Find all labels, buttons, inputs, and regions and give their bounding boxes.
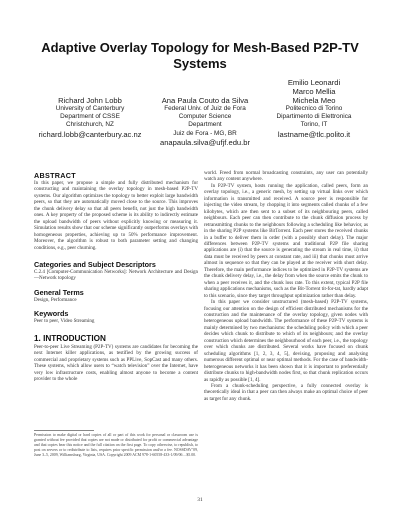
copyright-footnote: Permission to make digital or hard copies of all or part of this work for personal or classroom use is granted without fee provided that copies are not made or distributed for profit or commercial advantage and that copies bear this notice and the full citation on the first page. To copy otherwise, to republish, to post on servers or to redistribute to lists, requires prior specific permission and/or a fee. NOSSDAV’09, June 3–5, 2009, Williamsburg, Virginia, USA. Copyright 2009 ACM 978-1-60558-433-1/09/06 ...$5.00.: [34, 433, 198, 458]
author-block-1: [30, 96, 150, 139]
abstract-text: In this paper, we propose a simple and fully distributed mechanism for constructing and maintaining the overlay topology in mesh-based P2P-TV systems. Our algorithm optimizes the topology to better exploit large bandwidth peers, so that they are automatically moved close to the source. This improves the chunk delivery delay so that all peers benefit, not just the high bandwidth ones. A key property of the proposed scheme is its ability to indirectly estimate the upload bandwidth of peers without explicitly knowing or measuring it. Simulation results show that our scheme significantly outperforms overlays with homogeneous properties, achieving up to 50% performance improvement. Moreover, the algorithm is robust to both parameter setting and changing conditions, e.g., peer churning.: [34, 180, 198, 251]
paper-title: [30, 40, 370, 72]
author-name: Michela Meo: [292, 96, 336, 105]
author-name: Ana Paula Couto da Silva: [161, 96, 249, 105]
author-name: Emilio Leonardi: [287, 78, 341, 87]
introduction-text: Peer-to-peer Live Streaming (P2P-TV) systems are candidates for becoming the next Internet killer applications, as testified by the growing success of commercial and proprietary systems such as PPLive, SopCast and many others. These systems, which allow users to “watch television” over the Internet, have very low infrastructure costs, enabling almost anyone to become a content provider to the whole: [34, 343, 198, 383]
page-number: 31: [197, 497, 203, 503]
author-block-2: [150, 96, 260, 147]
author-block-3: [258, 78, 370, 139]
author-affiliation: Department of CSSE: [60, 113, 120, 121]
author-affiliation: University of Canterbury: [55, 105, 125, 112]
left-column: [34, 171, 198, 383]
title-line-1: Adaptive Overlay Topology for Mesh-Based P2P-TV: [41, 40, 359, 55]
categories-text: C.2.4 [Computer-Communication Networks]: Network Architecture and Design—Network topology: [34, 268, 198, 282]
introduction-heading: 1. INTRODUCTION: [34, 333, 106, 343]
author-affiliation: Torino, IT: [300, 121, 328, 129]
author-email: anapaula.silva@ufjf.edu.br: [159, 137, 251, 147]
author-affiliation: Department: [188, 121, 222, 129]
general-terms-text: Design, Performance: [34, 296, 77, 303]
author-affiliation: Politecnico di Torino: [285, 105, 343, 112]
general-terms-heading: General Terms: [34, 287, 84, 297]
body-paragraph: In P2P-TV system, hosts running the application, called peers, form an overlay topology, i.e., a generic mesh, by setting up virtual links over which information is transmitted and received. A source peer is responsible for injecting the video stream, by chopping it into segments called chunks of a few kilobytes, which are then sent to a subset of its neighbouring peers, called neighbours. Each peer can then contribute to the chunk diffusion process by retransmitting chunks to the neighbours following a scheduling like behavior, as in the sharing P2P systems like BitTorrent. Each peer stores the received chunks in a buffer to deliver them in order (with a possibly short delay). The major differences between P2P-TV systems and traditional P2P file sharing applications are (i) that the source is generating the stream in real time, ii) that data must be received by peers at constant rate, and iii) that chunks must arrive almost in sequence so that they can be played at the receiver with short delay. Therefore, the main performance indices to be optimized in P2P-TV systems are the chunk delivery delay, i.e., the delay from when the source emits the chunk to when a peer receives it, and the chunk loss rate. To this extent, typical P2P file sharing applications mechanisms, such as the Bit-Torrent tit-for-tat, hardly adapt to this scenario, since they target throughput optimization rather than delay.: [204, 182, 368, 299]
author-name: Marco Mellia: [292, 87, 336, 96]
keywords-heading: Keywords: [34, 309, 69, 319]
author-affiliation: Computer Science: [178, 113, 232, 121]
title-line-2: Systems: [173, 56, 227, 71]
abstract-heading: ABSTRACT: [34, 171, 76, 180]
author-email: lastname@tlc.polito.it: [277, 129, 351, 139]
author-affiliation: Dipartimento di Elettronica: [276, 113, 352, 121]
author-affiliation: Federal Univ. of Juiz de Fora: [164, 105, 246, 112]
body-paragraph: From a chunk-scheduling perspective, a fully connected overlay is theoretically ideal in that a peer can then always make an optimal choice of peer as target for any chunk.: [204, 382, 368, 402]
categories-heading: Categories and Subject Descriptors: [34, 259, 156, 269]
footnote-rule: [34, 430, 94, 431]
author-name: Richard John Lobb: [58, 96, 122, 105]
body-paragraph: world. Freed from normal broadcasting constraints, any user can potentially watch any content anywhere.: [204, 170, 368, 183]
right-column: [204, 170, 368, 402]
keywords-text: Peer to peer, Video Streaming: [34, 318, 95, 325]
author-affiliation: Christchurch, NZ: [66, 121, 114, 129]
body-paragraph: In this paper we consider unstructured (mesh-based) P2P-TV systems, focusing our attention on the design of efficient distributed mechanisms for the construction and the maintenance of the overlay topology, given nodes with heterogeneous upload bandwidth. The performance of these P2P-TV systems is mainly determined by two mechanisms: the scheduling policy with which a peer decides which chunk to distribute to which of its neighbours; and the overlay construction which determines the neighbourhood of each peer, i.e., the topology over which chunks are distributed. Several works have focused on chunk scheduling algorithms [1, 2, 3, 4, 5], devising, proposing and analysing numerous different optimal or near optimal methods. For the case of bandwidth-heterogeneous networks it has been shown that it is important to preferentially distribute chunks to high-bandwidth nodes first, so that chunk replication occurs as rapidly as possible [1, 4].: [204, 299, 368, 383]
author-affiliation: Juiz de Fora - MG, BR: [173, 129, 237, 137]
author-email: richard.lobb@canterbury.ac.nz: [38, 129, 142, 139]
